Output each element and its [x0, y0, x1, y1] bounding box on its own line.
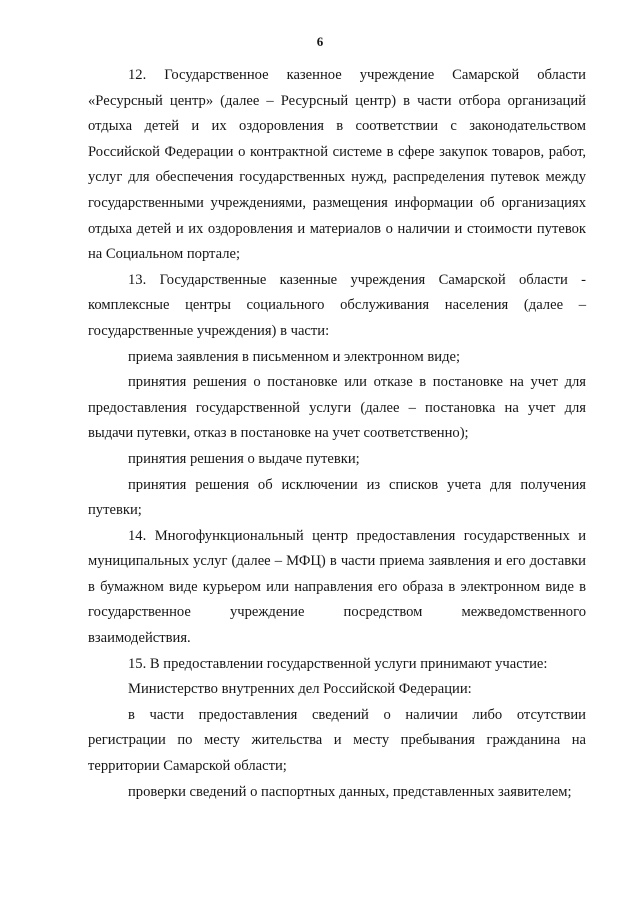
- paragraph-15-participants: 15. В предоставлении государственной услуги принимают участие:: [128, 655, 548, 672]
- list-item-exclusion-decision: принятия решения об исключении из списков учета для получения путевки;: [88, 476, 586, 519]
- list-item-application-intake: приема заявления в письменном и электронном виде;: [128, 348, 461, 365]
- paragraph-12-resource-center: 12. Государственное казенное учреждение Самарской области «Ресурсный центр» (далее – Ресурсный центр) в части отбора организаций отдыха детей и их оздоровления в соответствии с законодательством Российской Федерации о контрактной системе в сфере закупок товаров, работ, услуг для обеспечения государственных нужд, распределения путевок между государственными учреждениями, размещения информации об организациях отдыха детей и их оздоровления и материалов о наличии и стоимости путевок на Социальном портале;: [88, 67, 586, 263]
- list-item-registration-decision: принятия решения о постановке или отказе в постановке на учет для предоставления государственной услуги (далее – постановка на учет для выдачи путевки, отказ в постановке на учет соответственно);: [88, 374, 586, 442]
- document-body: [88, 63, 586, 805]
- page-number: 6: [316, 34, 324, 49]
- list-item-passport-check: проверки сведений о паспортных данных, представленных заявителем;: [128, 783, 572, 800]
- paragraph-14-mfc: 14. Многофункциональный центр предоставления государственных и муниципальных услуг (далее – МФЦ) в части приема заявления и его доставки в бумажном виде курьером или направления его образа в электронном виде в государственное учреждение посредством межведомственного взаимодействия.: [88, 527, 586, 647]
- paragraph-13-government-institutions: 13. Государственные казенные учреждения Самарской области - комплексные центры социального обслуживания населения (далее – государственные учреждения) в части:: [88, 271, 586, 339]
- participant-interior-ministry: Министерство внутренних дел Российской Федерации:: [128, 681, 472, 698]
- list-item-residence-registration: в части предоставления сведений о наличии либо отсутствии регистрации по месту жительства и месту пребывания гражданина на территории Самарской области;: [88, 706, 586, 775]
- list-item-voucher-decision: принятия решения о выдаче путевки;: [128, 450, 360, 467]
